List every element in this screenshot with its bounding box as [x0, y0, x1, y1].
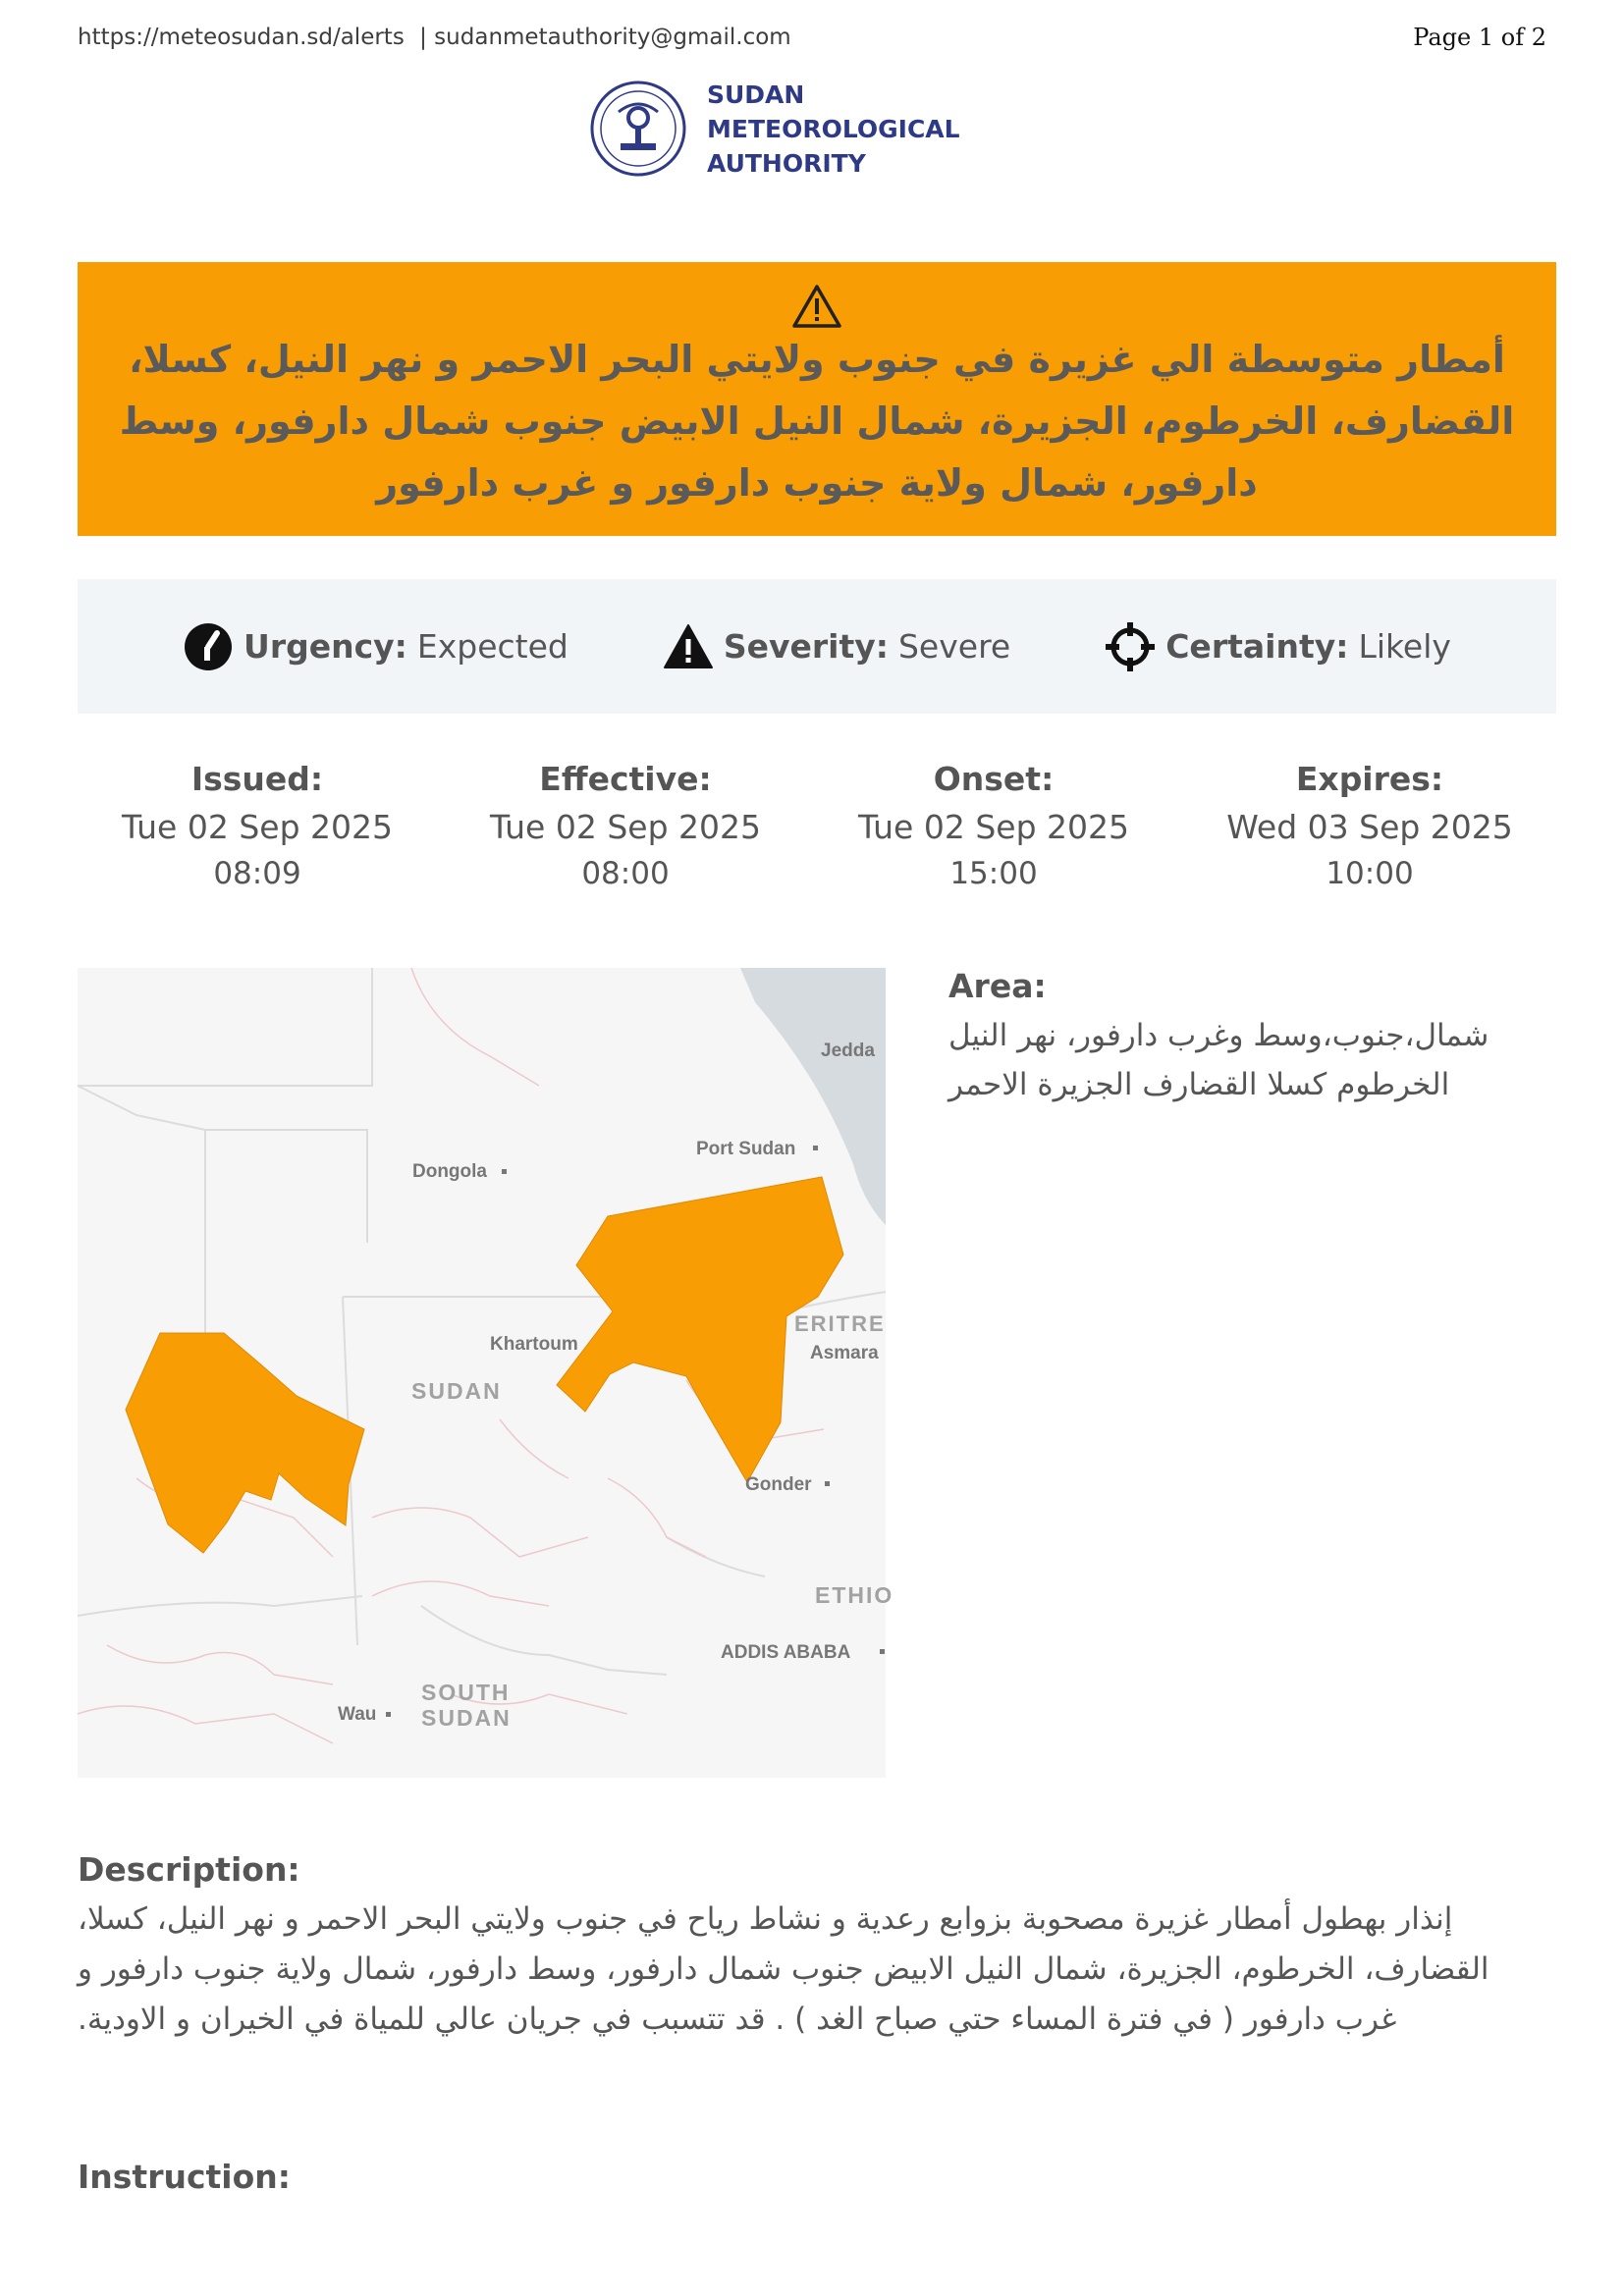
onset-date: Tue 02 Sep 2025	[857, 808, 1129, 846]
issued-block	[81, 756, 434, 895]
effective-block	[449, 756, 802, 895]
warning-triangle-icon	[791, 284, 842, 329]
sma-logo	[589, 77, 960, 181]
severity	[663, 621, 1010, 672]
logo-line-3: AUTHORITY	[707, 148, 866, 178]
effective-date: Tue 02 Sep 2025	[489, 808, 761, 846]
description-text: إنذار بهطول أمطار غزيرة مصحوبة بزوابع رعدية و نشاط رياح في جنوب ولايتي البحر الاحمر و نهر النيل، كسلا، القضارف، الخرطوم، الجزيرة، شمال النيل الابيض جنوب شمال دارفور، وسط دارفور، شمال ولاية جنوب دارفور و غرب دارفور ( في فترة المساء حتي صباح الغد ) . قد تتسبب في جريان عالي للمياة في الخيران و الاودية.	[78, 1901, 1489, 2037]
map-label-wau: Wau	[338, 1704, 377, 1725]
urgency	[183, 621, 568, 672]
alert-map-svg	[78, 968, 894, 1778]
expires-block	[1193, 756, 1546, 895]
instruction-label: Instruction:	[78, 2158, 291, 2196]
alert-map[interactable]	[78, 968, 894, 1778]
contact-email[interactable]: | sudanmetauthority@gmail.com	[419, 25, 791, 50]
onset-label: Onset:	[933, 760, 1055, 798]
severity-label: Severity:	[723, 627, 889, 666]
map-label-port-sudan: Port Sudan	[696, 1139, 796, 1159]
urgency-value: Expected	[416, 627, 568, 666]
alert-meta-bar	[78, 579, 1556, 714]
map-label-dongola: Dongola	[412, 1161, 487, 1182]
issued-label: Issued:	[190, 760, 324, 798]
area-label: Area:	[948, 967, 1047, 1005]
certainty-value: Likely	[1358, 627, 1451, 666]
map-label-eritrea: ERITRE	[794, 1311, 886, 1336]
onset-block	[817, 756, 1170, 895]
map-label-ethiopia: ETHIO	[815, 1582, 894, 1608]
issued-date: Tue 02 Sep 2025	[121, 808, 393, 846]
issued-time: 08:09	[213, 856, 301, 891]
expires-label: Expires:	[1295, 760, 1444, 798]
effective-time: 08:00	[581, 856, 670, 891]
exclamation-triangle-icon	[663, 621, 714, 672]
expires-time: 10:00	[1326, 856, 1414, 891]
map-label-khartoum: Khartoum	[490, 1334, 578, 1355]
description-section	[78, 1845, 1556, 2045]
page-number: Page 1 of 2	[1413, 24, 1546, 51]
map-label-addis-ababa: ADDIS ABABA	[721, 1642, 851, 1663]
description-label: Description:	[78, 1850, 300, 1889]
map-label-south-sudan-1: SOUTH	[421, 1680, 511, 1705]
logo-line-1: SUDAN	[707, 80, 805, 109]
effective-label: Effective:	[539, 760, 712, 798]
certainty-label: Certainty:	[1165, 627, 1349, 666]
certainty	[1105, 621, 1451, 672]
source-url[interactable]: https://meteosudan.sd/alerts	[78, 25, 405, 50]
urgency-label: Urgency:	[244, 627, 407, 666]
map-label-jeddah: Jedda	[821, 1041, 875, 1061]
map-label-gonder: Gonder	[745, 1474, 812, 1495]
alert-banner	[78, 262, 1556, 536]
alert-headline: أمطار متوسطة الي غزيرة في جنوب ولايتي البحر الاحمر و نهر النيل، كسلا، القضارف، الخرطوم، الجزيرة، شمال النيل الابيض جنوب شمال دارفور، وسط دارفور، شمال ولاية جنوب دارفور و غرب دارفور	[119, 338, 1515, 505]
stopwatch-icon	[183, 621, 234, 672]
logo-line-2: METEOROLOGICAL	[707, 114, 960, 143]
page-header-left	[78, 25, 791, 50]
map-label-sudan: SUDAN	[411, 1378, 502, 1404]
sma-emblem-icon	[589, 77, 687, 181]
crosshair-icon	[1105, 621, 1156, 672]
area-text: شمال،جنوب،وسط وغرب دارفور، نهر النيل الخرطوم كسلا القضارف الجزيرة الاحمر	[948, 1018, 1489, 1102]
logo-text	[707, 78, 960, 181]
map-label-south-sudan-2: SUDAN	[421, 1705, 512, 1731]
expires-date: Wed 03 Sep 2025	[1226, 808, 1513, 846]
onset-time: 15:00	[949, 856, 1038, 891]
area-section	[948, 962, 1557, 1109]
severity-value: Severe	[897, 627, 1011, 666]
instruction-section	[78, 2153, 291, 2202]
alert-dates	[78, 756, 1556, 903]
map-label-asmara: Asmara	[810, 1343, 879, 1363]
